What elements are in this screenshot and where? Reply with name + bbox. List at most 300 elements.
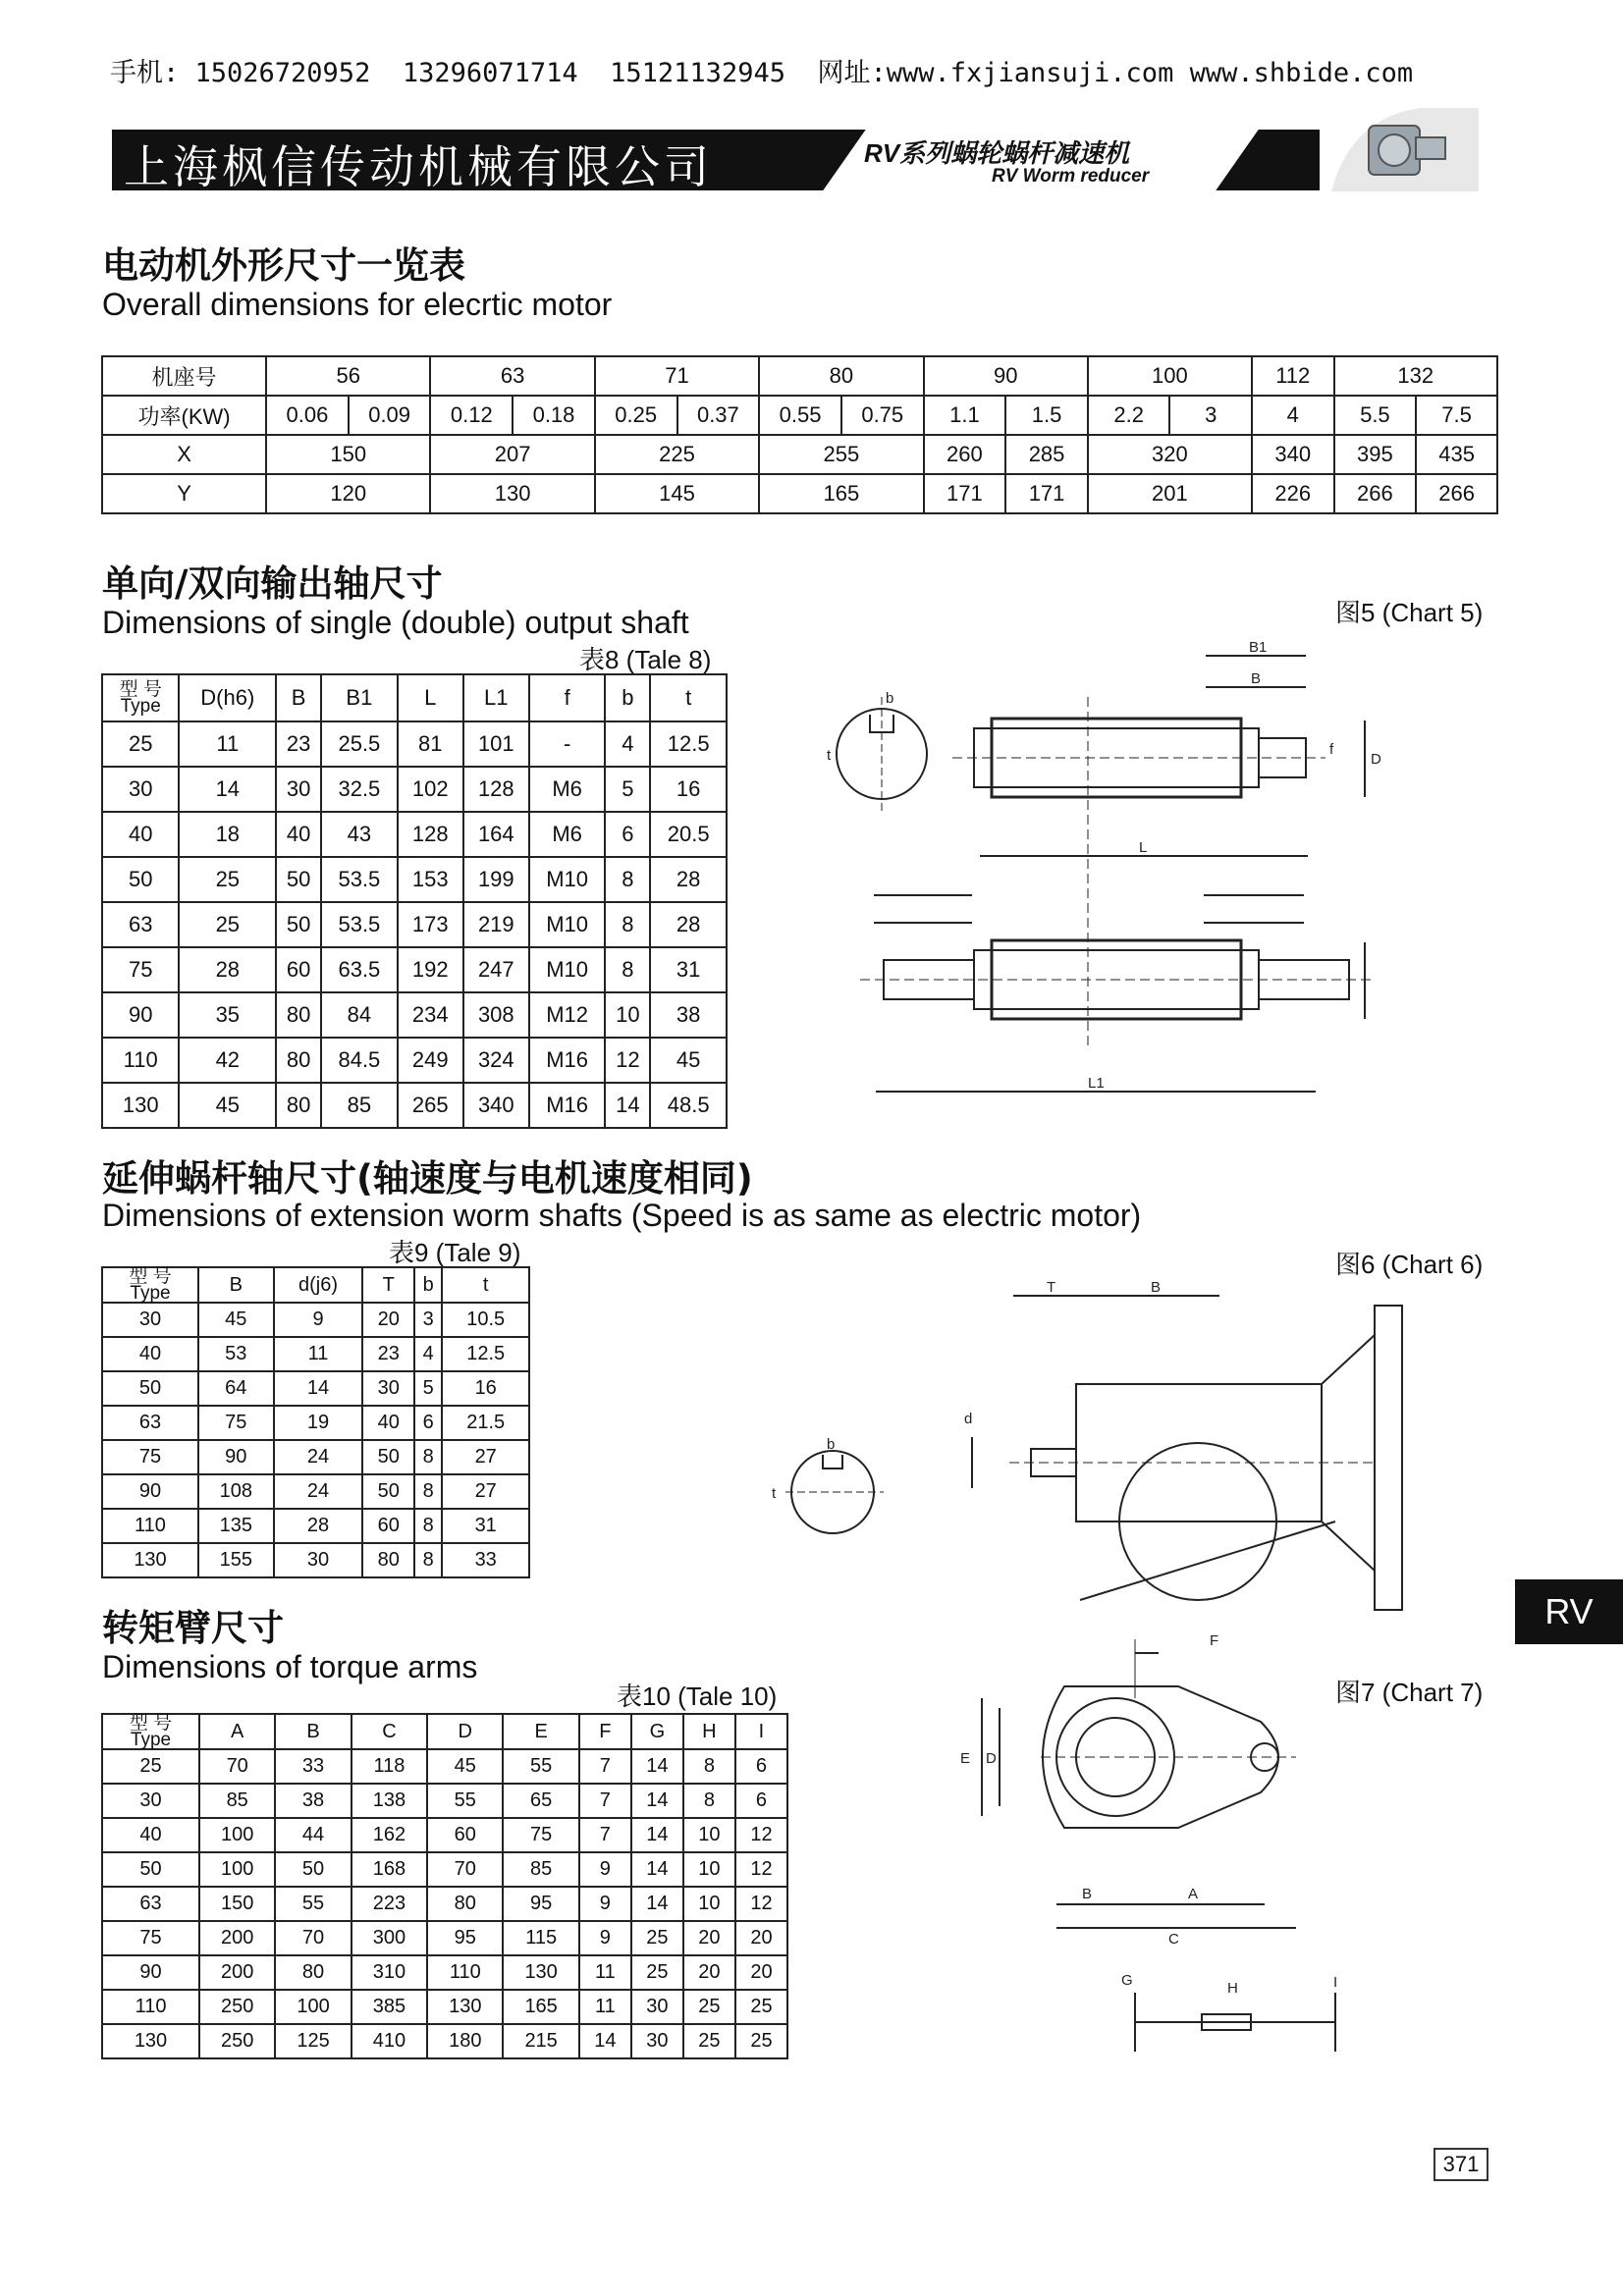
dim-b-top-label: B [1151, 1279, 1162, 1296]
value-cell: 21.5 [442, 1406, 529, 1440]
value-cell: 14 [631, 1852, 683, 1887]
dim-f-label: F [1210, 1632, 1219, 1649]
worm-shaft-drawing [746, 1276, 1414, 1649]
worm-data-row [102, 1337, 529, 1371]
value-cell: 40 [102, 1818, 199, 1852]
value-cell: 14 [274, 1371, 363, 1406]
value-cell: 250 [199, 2024, 275, 2058]
type-header-cn: 型 号 [119, 679, 162, 700]
column-header-cell: d(j6) [274, 1267, 363, 1303]
value-cell: 162 [352, 1818, 427, 1852]
value-cell: 25 [102, 1749, 199, 1784]
value-cell: M16 [529, 1038, 606, 1083]
column-header-cell: t [442, 1267, 529, 1303]
value-cell: 14 [179, 767, 276, 812]
chart6-caption: 图6 (Chart 6) [1335, 1250, 1484, 1279]
power-cell: 4 [1252, 396, 1334, 435]
arm-dimensions-table [101, 1713, 788, 2059]
dim-e-label: E [960, 1750, 971, 1767]
value-cell: 25 [179, 902, 276, 947]
shaft-data-row [102, 721, 727, 767]
power-cell: 1.1 [924, 396, 1006, 435]
value-cell: 45 [198, 1303, 274, 1337]
torque-arm-drawing [943, 1620, 1414, 2081]
value-cell: 60 [362, 1509, 413, 1543]
value-cell: 84.5 [321, 1038, 398, 1083]
dim-t-key-label: t [772, 1485, 777, 1502]
type-header-en: Type [130, 1283, 171, 1304]
value-cell: 135 [198, 1509, 274, 1543]
value-cell: 63 [102, 902, 179, 947]
frame-cell: 132 [1334, 356, 1497, 396]
arm-data-row [102, 1921, 787, 1955]
value-cell: 24 [274, 1474, 363, 1509]
value-cell: 27 [442, 1440, 529, 1474]
type-header-en: Type [130, 1730, 172, 1750]
value-cell: 64 [198, 1371, 274, 1406]
power-cell: 0.25 [595, 396, 677, 435]
value-cell: 101 [463, 721, 529, 767]
x-value-cell: 260 [924, 435, 1006, 474]
value-cell: 8 [414, 1543, 442, 1577]
x-value-cell: 340 [1252, 435, 1334, 474]
value-cell: 102 [398, 767, 463, 812]
value-cell: 25 [683, 1990, 735, 2024]
dim-b-label: B [1082, 1886, 1093, 1902]
value-cell: 30 [631, 2024, 683, 2058]
value-cell: 8 [683, 1784, 735, 1818]
frame-cell: 71 [595, 356, 759, 396]
value-cell: 130 [102, 1543, 198, 1577]
column-header-cell: T [362, 1267, 413, 1303]
dim-h-label: H [1227, 1980, 1238, 1997]
value-cell: 50 [102, 857, 179, 902]
column-header-cell: D [427, 1714, 503, 1749]
value-cell: 75 [503, 1818, 578, 1852]
value-cell: 20 [683, 1955, 735, 1990]
value-cell: 308 [463, 992, 529, 1038]
motor-power-row [102, 396, 1497, 435]
value-cell: 75 [102, 1440, 198, 1474]
value-cell: 9 [579, 1887, 631, 1921]
y-value-cell: 171 [1005, 474, 1088, 513]
value-cell: 110 [427, 1955, 503, 1990]
motor-title-cn: 电动机外形尺寸一览表 [102, 244, 465, 287]
y-value-cell: 266 [1334, 474, 1417, 513]
x-value-cell: 395 [1334, 435, 1417, 474]
value-cell: 30 [102, 767, 179, 812]
value-cell: 50 [102, 1371, 198, 1406]
value-cell: 48.5 [650, 1083, 727, 1128]
value-cell: 38 [275, 1784, 351, 1818]
shaft-data-row [102, 992, 727, 1038]
value-cell: 9 [274, 1303, 363, 1337]
worm-data-row [102, 1440, 529, 1474]
value-cell: 90 [102, 992, 179, 1038]
arm-data-row [102, 1818, 787, 1852]
value-cell: 234 [398, 992, 463, 1038]
column-header-cell: f [529, 674, 606, 721]
value-cell: 14 [579, 2024, 631, 2058]
value-cell: 33 [275, 1749, 351, 1784]
value-cell: 75 [102, 1921, 199, 1955]
value-cell: 6 [605, 812, 650, 857]
value-cell: 180 [427, 2024, 503, 2058]
value-cell: 70 [275, 1921, 351, 1955]
value-cell: 45 [427, 1749, 503, 1784]
value-cell: 50 [362, 1440, 413, 1474]
value-cell: 9 [579, 1852, 631, 1887]
dim-b-small-label: b [886, 690, 894, 707]
value-cell: 410 [352, 2024, 427, 2058]
value-cell: 12.5 [442, 1337, 529, 1371]
column-header-cell: t [650, 674, 727, 721]
shaft-data-row [102, 947, 727, 992]
value-cell: 84 [321, 992, 398, 1038]
value-cell: 10 [683, 1887, 735, 1921]
value-cell: 80 [427, 1887, 503, 1921]
value-cell: 65 [503, 1784, 578, 1818]
value-cell: 44 [275, 1818, 351, 1852]
frame-cell: 80 [759, 356, 923, 396]
value-cell: 7 [579, 1749, 631, 1784]
power-cell: 0.37 [677, 396, 760, 435]
worm-data-row [102, 1509, 529, 1543]
power-cell: 0.06 [266, 396, 349, 435]
value-cell: 8 [414, 1509, 442, 1543]
type-header-cn: 型 号 [129, 1713, 173, 1734]
value-cell: 25 [631, 1921, 683, 1955]
value-cell: 14 [605, 1083, 650, 1128]
row-label-cell: X [102, 435, 266, 474]
motor-dimensions-table [101, 355, 1498, 514]
value-cell: 20 [735, 1955, 787, 1990]
contact-line: 手机: 15026720952 13296071714 15121132945 网址:www.fxjiansuji.com www.shbide.com [110, 58, 1414, 88]
value-cell: 12 [735, 1818, 787, 1852]
value-cell: 30 [102, 1784, 199, 1818]
frame-cell: 112 [1252, 356, 1334, 396]
value-cell: 115 [503, 1921, 578, 1955]
y-value-cell: 226 [1252, 474, 1334, 513]
value-cell: 95 [503, 1887, 578, 1921]
shaft-data-row [102, 1083, 727, 1128]
value-cell: 25 [735, 1990, 787, 2024]
power-cell: 5.5 [1334, 396, 1417, 435]
value-cell: 53.5 [321, 857, 398, 902]
value-cell: 6 [735, 1749, 787, 1784]
value-cell: 70 [199, 1749, 275, 1784]
value-cell: M16 [529, 1083, 606, 1128]
value-cell: 50 [276, 857, 321, 902]
dim-d-small-label: d [964, 1411, 973, 1427]
type-header-cell [102, 1267, 198, 1303]
shaft-data-row [102, 812, 727, 857]
series-side-tab: RV [1515, 1579, 1623, 1644]
y-value-cell: 165 [759, 474, 923, 513]
value-cell: 173 [398, 902, 463, 947]
value-cell: 95 [427, 1921, 503, 1955]
value-cell: 5 [414, 1371, 442, 1406]
row-label-cell: Y [102, 474, 266, 513]
column-header-cell: b [605, 674, 650, 721]
value-cell: 128 [463, 767, 529, 812]
value-cell: 63.5 [321, 947, 398, 992]
value-cell: 4 [605, 721, 650, 767]
row-label-cell: 功率(KW) [102, 396, 266, 435]
value-cell: 80 [362, 1543, 413, 1577]
value-cell: 50 [275, 1852, 351, 1887]
value-cell: - [529, 721, 606, 767]
value-cell: 12 [605, 1038, 650, 1083]
value-cell: 6 [735, 1784, 787, 1818]
value-cell: 4 [414, 1337, 442, 1371]
value-cell: 30 [274, 1543, 363, 1577]
value-cell: 80 [276, 1038, 321, 1083]
value-cell: 9 [579, 1921, 631, 1955]
value-cell: 28 [650, 902, 727, 947]
arm-data-row [102, 1749, 787, 1784]
value-cell: 85 [503, 1852, 578, 1887]
type-header-cell [102, 1714, 199, 1749]
y-value-cell: 120 [266, 474, 430, 513]
value-cell: 31 [650, 947, 727, 992]
worm-data-row [102, 1543, 529, 1577]
value-cell: 90 [102, 1474, 198, 1509]
value-cell: 130 [102, 2024, 199, 2058]
power-cell: 0.55 [759, 396, 841, 435]
value-cell: 43 [321, 812, 398, 857]
shaft-data-row [102, 1038, 727, 1083]
value-cell: M6 [529, 812, 606, 857]
value-cell: 8 [414, 1440, 442, 1474]
shaft-title-en: Dimensions of single (double) output shaft [102, 605, 689, 640]
value-cell: 40 [102, 1337, 198, 1371]
value-cell: 28 [274, 1509, 363, 1543]
column-header-cell: L1 [463, 674, 529, 721]
x-value-cell: 255 [759, 435, 923, 474]
value-cell: 11 [179, 721, 276, 767]
value-cell: 85 [199, 1784, 275, 1818]
value-cell: 164 [463, 812, 529, 857]
value-cell: 50 [276, 902, 321, 947]
value-cell: 14 [631, 1784, 683, 1818]
type-header-cell [102, 674, 179, 721]
value-cell: 138 [352, 1784, 427, 1818]
dim-i-label: I [1333, 1974, 1338, 1991]
value-cell: 153 [398, 857, 463, 902]
arm-data-row [102, 1784, 787, 1818]
value-cell: 7 [579, 1784, 631, 1818]
shaft-dimensions-table [101, 673, 728, 1129]
value-cell: 12 [735, 1887, 787, 1921]
value-cell: 70 [427, 1852, 503, 1887]
column-header-cell: b [414, 1267, 442, 1303]
column-header-cell: B [276, 674, 321, 721]
x-value-cell: 320 [1088, 435, 1252, 474]
value-cell: 20 [735, 1921, 787, 1955]
value-cell: 35 [179, 992, 276, 1038]
value-cell: 6 [414, 1406, 442, 1440]
arm-data-row [102, 1852, 787, 1887]
x-value-cell: 207 [430, 435, 594, 474]
value-cell: 53 [198, 1337, 274, 1371]
value-cell: 45 [650, 1038, 727, 1083]
dim-t-top-label: T [1047, 1279, 1056, 1296]
column-header-cell: A [199, 1714, 275, 1749]
value-cell: 199 [463, 857, 529, 902]
row-label-cell: 机座号 [102, 356, 266, 396]
motor-title-en: Overall dimensions for elecrtic motor [102, 287, 613, 322]
value-cell: 100 [199, 1852, 275, 1887]
dim-l-label: L [1139, 839, 1148, 856]
type-header-en: Type [120, 696, 161, 717]
value-cell: 130 [503, 1955, 578, 1990]
dim-d-label: D [1371, 751, 1381, 768]
value-cell: 310 [352, 1955, 427, 1990]
value-cell: 80 [276, 1083, 321, 1128]
shaft-data-row [102, 902, 727, 947]
value-cell: M10 [529, 857, 606, 902]
column-header-cell: C [352, 1714, 427, 1749]
x-value-cell: 150 [266, 435, 430, 474]
column-header-cell: E [503, 1714, 578, 1749]
value-cell: 33 [442, 1543, 529, 1577]
shaft-header-row [102, 674, 727, 721]
value-cell: 223 [352, 1887, 427, 1921]
x-value-cell: 285 [1005, 435, 1088, 474]
value-cell: 25 [683, 2024, 735, 2058]
value-cell: 108 [198, 1474, 274, 1509]
value-cell: 8 [605, 947, 650, 992]
value-cell: 80 [275, 1955, 351, 1990]
value-cell: 5 [605, 767, 650, 812]
value-cell: M10 [529, 902, 606, 947]
value-cell: 75 [102, 947, 179, 992]
value-cell: 110 [102, 1509, 198, 1543]
value-cell: 12.5 [650, 721, 727, 767]
value-cell: 110 [102, 1038, 179, 1083]
value-cell: 31 [442, 1509, 529, 1543]
worm-data-row [102, 1303, 529, 1337]
value-cell: 60 [276, 947, 321, 992]
value-cell: 125 [275, 2024, 351, 2058]
value-cell: 85 [321, 1083, 398, 1128]
value-cell: 20 [362, 1303, 413, 1337]
value-cell: 8 [605, 857, 650, 902]
value-cell: 110 [102, 1990, 199, 2024]
shaft-data-row [102, 857, 727, 902]
arm-data-row [102, 1887, 787, 1921]
value-cell: 50 [102, 1852, 199, 1887]
value-cell: 192 [398, 947, 463, 992]
power-cell: 0.09 [349, 396, 431, 435]
column-header-cell: B [275, 1714, 351, 1749]
arm-title-cn: 转矩臂尺寸 [102, 1607, 284, 1649]
value-cell: 63 [102, 1887, 199, 1921]
dim-d-label: D [986, 1750, 997, 1767]
value-cell: 30 [102, 1303, 198, 1337]
column-header-cell: L [398, 674, 463, 721]
power-cell: 0.75 [841, 396, 924, 435]
value-cell: 55 [275, 1887, 351, 1921]
value-cell: 8 [605, 902, 650, 947]
frame-cell: 100 [1088, 356, 1252, 396]
power-cell: 7.5 [1416, 396, 1497, 435]
value-cell: 249 [398, 1038, 463, 1083]
worm-data-row [102, 1474, 529, 1509]
value-cell: 23 [362, 1337, 413, 1371]
value-cell: 75 [198, 1406, 274, 1440]
value-cell: 30 [276, 767, 321, 812]
value-cell: 10.5 [442, 1303, 529, 1337]
value-cell: 8 [414, 1474, 442, 1509]
power-cell: 0.12 [430, 396, 513, 435]
worm-dimensions-table [101, 1266, 530, 1578]
motor-frame-row [102, 356, 1497, 396]
power-cell: 2.2 [1088, 396, 1170, 435]
value-cell: 265 [398, 1083, 463, 1128]
company-name: 上海枫信传动机械有限公司 [124, 140, 713, 193]
x-value-cell: 435 [1416, 435, 1497, 474]
motor-x-row [102, 435, 1497, 474]
dim-l1-label: L1 [1088, 1075, 1105, 1092]
value-cell: 28 [179, 947, 276, 992]
y-value-cell: 130 [430, 474, 594, 513]
arm-header-row [102, 1714, 787, 1749]
worm-title-cn: 延伸蜗杆轴尺寸(轴速度与电机速度相同) [102, 1157, 753, 1200]
value-cell: 40 [276, 812, 321, 857]
value-cell: 150 [199, 1887, 275, 1921]
table10-caption: 表10 (Tale 10) [617, 1682, 778, 1711]
dim-f-label: f [1329, 741, 1334, 758]
value-cell: 200 [199, 1955, 275, 1990]
power-cell: 3 [1169, 396, 1251, 435]
value-cell: 10 [683, 1818, 735, 1852]
worm-title-en: Dimensions of extension worm shafts (Speed is as same as electric motor) [102, 1198, 1142, 1233]
table8-caption: 表8 (Tale 8) [579, 645, 712, 674]
value-cell: 18 [179, 812, 276, 857]
value-cell: 385 [352, 1990, 427, 2024]
value-cell: 11 [579, 1955, 631, 1990]
value-cell: 30 [362, 1371, 413, 1406]
value-cell: 20.5 [650, 812, 727, 857]
x-value-cell: 225 [595, 435, 759, 474]
shaft-title-cn: 单向/双向输出轴尺寸 [102, 562, 443, 605]
value-cell: 25 [735, 2024, 787, 2058]
value-cell: 300 [352, 1921, 427, 1955]
value-cell: 28 [650, 857, 727, 902]
value-cell: 200 [199, 1921, 275, 1955]
product-title [864, 133, 1217, 187]
value-cell: 19 [274, 1406, 363, 1440]
value-cell: 250 [199, 1990, 275, 2024]
dim-b1-label: B1 [1249, 639, 1268, 656]
value-cell: 53.5 [321, 902, 398, 947]
value-cell: 20 [683, 1921, 735, 1955]
arm-data-row [102, 2024, 787, 2058]
value-cell: 30 [631, 1990, 683, 2024]
product-title-en: RV Worm reducer [992, 166, 1150, 187]
column-header-cell: B [198, 1267, 274, 1303]
worm-data-row [102, 1406, 529, 1440]
value-cell: 55 [503, 1749, 578, 1784]
value-cell: 155 [198, 1543, 274, 1577]
value-cell: 60 [427, 1818, 503, 1852]
value-cell: 40 [362, 1406, 413, 1440]
dim-b-label: B [1251, 670, 1262, 687]
dim-g-label: G [1121, 1972, 1133, 1989]
value-cell: 81 [398, 721, 463, 767]
